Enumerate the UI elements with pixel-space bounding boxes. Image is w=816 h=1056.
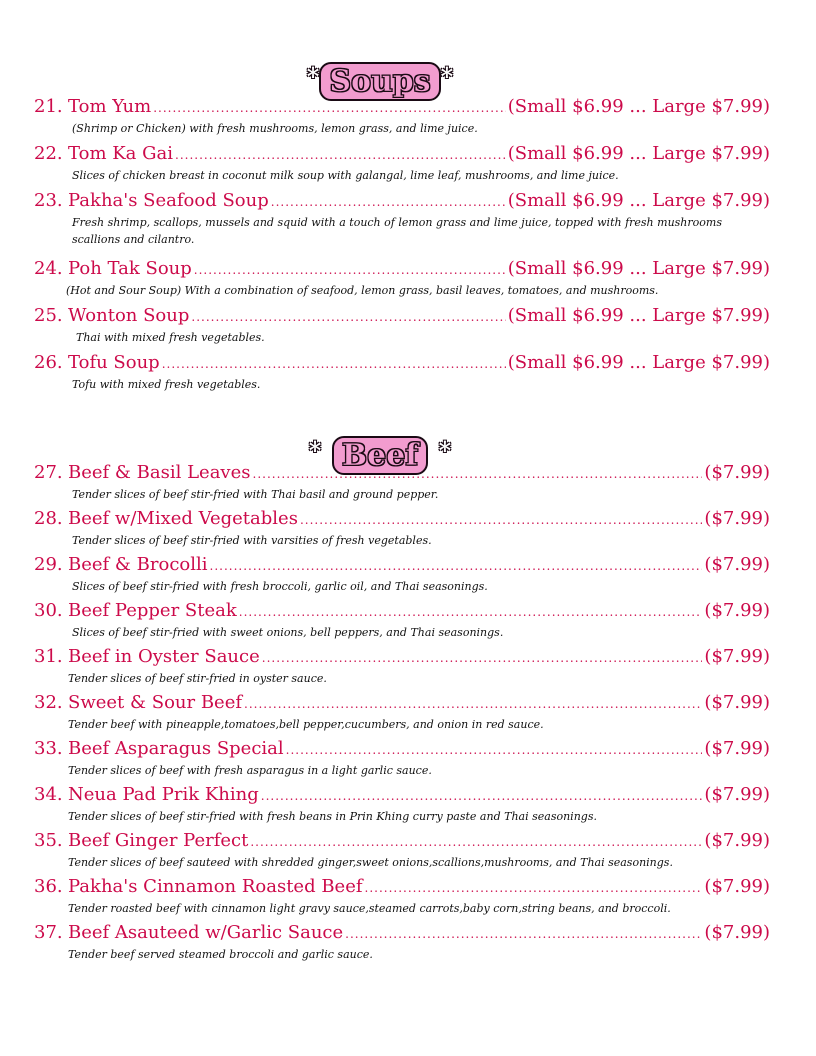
menu-item [34,305,770,346]
leader-dots [271,195,506,209]
item-price: ($7.99) [704,738,770,759]
item-description: Slices of chicken breast in coconut milk soup with galangal, lime leaf, mushrooms, and lime juice. [72,169,619,182]
item-name: Beef Asparagus Special [68,738,284,759]
menu-item [34,876,770,917]
item-price: ($7.99) [704,692,770,713]
item-number: 28. [34,508,63,529]
item-number: 25. [34,305,63,326]
item-number: 37. [34,922,63,943]
item-number: 22. [34,143,63,164]
item-name: Poh Tak Soup [68,258,192,279]
item-price: ($7.99) [704,508,770,529]
item-price: ($7.99) [704,922,770,943]
item-number: 26. [34,352,63,373]
menu-item [34,143,770,184]
leader-dots [239,605,703,619]
item-name: Neua Pad Prik Khing [68,784,259,805]
menu-item [34,190,770,248]
item-number: 32. [34,692,63,713]
item-price: (Small $6.99 ... Large $7.99) [507,305,770,326]
item-price: ($7.99) [704,876,770,897]
menu-item [34,922,770,963]
item-name: Sweet & Sour Beef [68,692,243,713]
menu-item [34,692,770,733]
item-price: (Small $6.99 ... Large $7.99) [507,258,770,279]
item-description: Tender slices of beef sauteed with shredded ginger,sweet onions,scallions,mushrooms, and Thai seasonings. [68,856,673,869]
item-name: Beef Asauteed w/Garlic Sauce [68,922,344,943]
leader-dots [175,148,506,162]
item-description: Slices of beef stir-fried with sweet onions, bell peppers, and Thai seasonings. [72,626,504,639]
item-price: ($7.99) [704,554,770,575]
leader-dots [153,101,506,115]
menu-item [34,830,770,871]
star-left-icon: * [308,436,322,465]
item-price: ($7.99) [704,600,770,621]
leader-dots [191,310,505,324]
leader-dots [345,927,702,941]
leader-dots [300,513,702,527]
item-description: Thai with mixed fresh vegetables. [76,331,265,344]
item-name: Beef w/Mixed Vegetables [68,508,298,529]
item-name: Pakha's Cinnamon Roasted Beef [68,876,363,897]
item-description: (Shrimp or Chicken) with fresh mushrooms, lemon grass, and lime juice. [72,122,478,135]
item-name: Pakha's Seafood Soup [68,190,269,211]
item-name: Tom Ka Gai [68,143,174,164]
menu-item [34,352,770,393]
menu-item [34,96,770,137]
leader-dots [262,651,703,665]
item-name: Wonton Soup [68,305,190,326]
item-price: ($7.99) [704,830,770,851]
item-price: ($7.99) [704,462,770,483]
item-description: Tender slices of beef stir-fried with Thai basil and ground pepper. [72,488,439,501]
item-description: Tender slices of beef stir-fried in oyster sauce. [68,672,327,685]
soups-title: Soups [319,62,440,101]
item-number: 31. [34,646,63,667]
item-number: 27. [34,462,63,483]
leader-dots [286,743,703,757]
menu-item [34,462,770,503]
item-number: 34. [34,784,63,805]
star-right-icon: * [438,436,452,465]
item-number: 23. [34,190,63,211]
item-price: (Small $6.99 ... Large $7.99) [507,96,770,117]
item-description: (Hot and Sour Soup) With a combination of seafood, lemon grass, basil leaves, tomatoes, and mushrooms. [66,284,659,297]
leader-dots [250,835,702,849]
item-name: Tofu Soup [68,352,160,373]
item-description: Tender beef with pineapple,tomatoes,bell pepper,cucumbers, and onion in red sauce. [68,718,544,731]
item-description: Slices of beef stir-fried with fresh broccoli, garlic oil, and Thai seasonings. [72,580,488,593]
item-description: Tender slices of beef stir-fried with fresh beans in Prin Khing curry paste and Thai seasonings. [68,810,597,823]
item-price: (Small $6.99 ... Large $7.99) [507,190,770,211]
item-price: ($7.99) [704,784,770,805]
menu-item [34,646,770,687]
item-price: (Small $6.99 ... Large $7.99) [507,143,770,164]
leader-dots [365,881,703,895]
item-number: 30. [34,600,63,621]
menu-item [34,738,770,779]
item-number: 29. [34,554,63,575]
item-description: Tofu with mixed fresh vegetables. [72,378,261,391]
star-right-icon: * [440,62,454,91]
menu-item [34,784,770,825]
leader-dots [244,697,702,711]
item-price: ($7.99) [704,646,770,667]
item-number: 21. [34,96,63,117]
item-name: Beef & Brocolli [68,554,208,575]
item-number: 35. [34,830,63,851]
beef-title: Beef [332,436,428,475]
item-description: Fresh shrimp, scallops, mussels and squid with a touch of lemon grass and lime juice, topped with fresh mushrooms scallions and cilantro. [72,216,722,246]
item-name: Beef in Oyster Sauce [68,646,260,667]
menu-item [34,554,770,595]
menu-item [34,600,770,641]
item-name: Tom Yum [68,96,152,117]
leader-dots [261,789,703,803]
leader-dots [162,357,506,371]
item-name: Beef Pepper Steak [68,600,237,621]
item-price: (Small $6.99 ... Large $7.99) [507,352,770,373]
item-description: Tender slices of beef stir-fried with varsities of fresh vegetables. [72,534,432,547]
star-left-icon: * [306,62,320,91]
item-number: 24. [34,258,63,279]
leader-dots [210,559,703,573]
item-name: Beef & Basil Leaves [68,462,251,483]
menu-item [34,258,770,299]
item-name: Beef Ginger Perfect [68,830,249,851]
leader-dots [253,467,703,481]
leader-dots [194,263,506,277]
menu-item [34,508,770,549]
item-description: Tender slices of beef with fresh asparagus in a light garlic sauce. [68,764,432,777]
item-number: 36. [34,876,63,897]
item-description: Tender beef served steamed broccoli and garlic sauce. [68,948,373,961]
item-description: Tender roasted beef with cinnamon light gravy sauce,steamed carrots,baby corn,string beans, and broccoli. [68,902,671,915]
item-number: 33. [34,738,63,759]
